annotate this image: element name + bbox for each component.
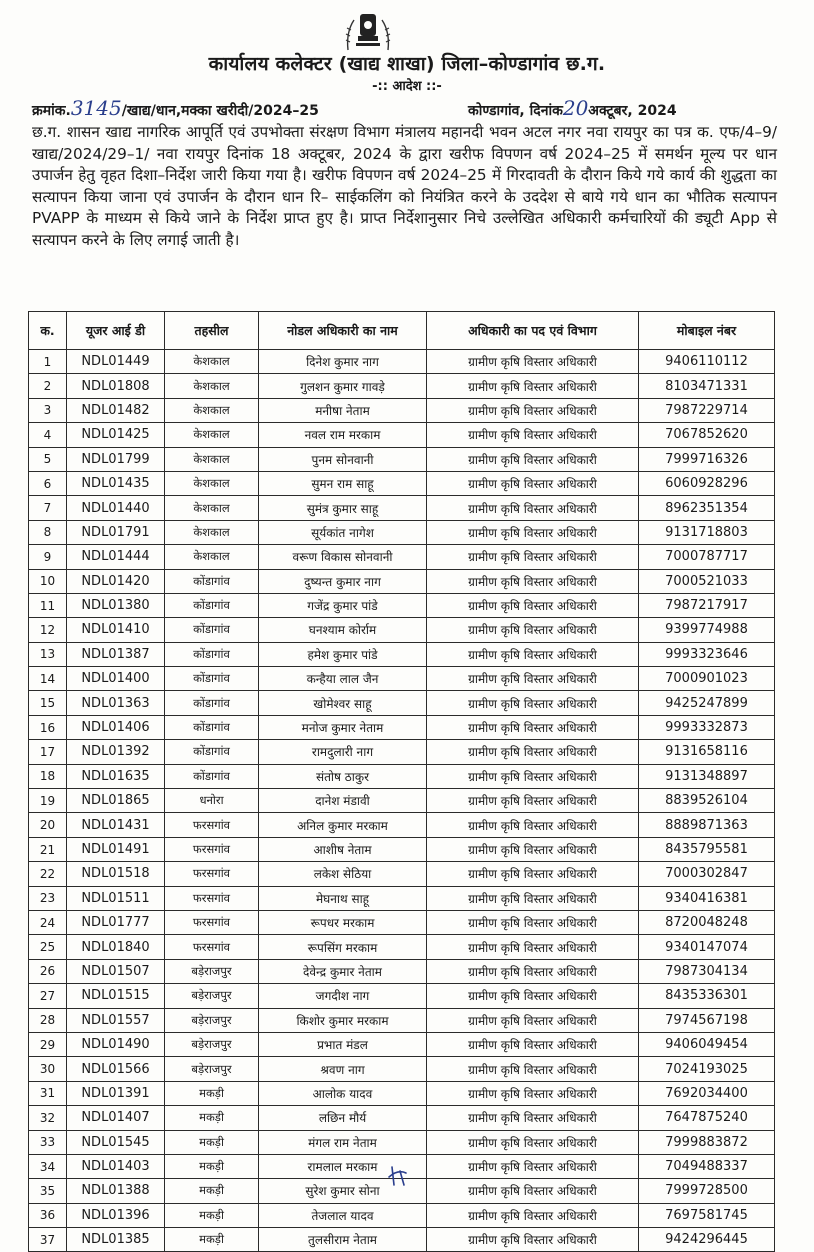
table-row: [29, 618, 775, 642]
officer-name-cell: खोमेश्वर साहू: [259, 691, 427, 715]
serial-cell: 30: [29, 1057, 67, 1081]
officer-name-cell: रामलाल मरकाम: [259, 1154, 427, 1178]
post-department-cell: ग्रामीण कृषि विस्तार अधिकारी: [427, 618, 639, 642]
table-row: [29, 862, 775, 886]
serial-cell: 19: [29, 789, 67, 813]
mobile-cell: 7647875240: [639, 1106, 775, 1130]
tehsil-cell: मकड़ी: [165, 1106, 259, 1130]
post-department-cell: ग्रामीण कृषि विस्तार अधिकारी: [427, 1106, 639, 1130]
post-department-cell: ग्रामीण कृषि विस्तार अधिकारी: [427, 837, 639, 861]
user-id-cell: NDL01391: [67, 1081, 165, 1105]
table-row: [29, 1106, 775, 1130]
tehsil-cell: मकड़ी: [165, 1203, 259, 1227]
officer-name-cell: हमेश कुमार पांडे: [259, 642, 427, 666]
table-row: [29, 520, 775, 544]
serial-cell: 27: [29, 984, 67, 1008]
officer-name-cell: प्रभात मंडल: [259, 1032, 427, 1056]
table-row: [29, 740, 775, 764]
state-emblem-icon: [342, 6, 394, 54]
post-department-cell: ग्रामीण कृषि विस्तार अधिकारी: [427, 1179, 639, 1203]
tehsil-cell: फरसगांव: [165, 837, 259, 861]
table-row: [29, 667, 775, 691]
mobile-cell: 7999883872: [639, 1130, 775, 1154]
post-department-cell: ग्रामीण कृषि विस्तार अधिकारी: [427, 959, 639, 983]
col-header-mobile: मोबाइल नंबर: [639, 312, 775, 350]
post-department-cell: ग्रामीण कृषि विस्तार अधिकारी: [427, 764, 639, 788]
table-row: [29, 593, 775, 617]
user-id-cell: NDL01515: [67, 984, 165, 1008]
office-title: कार्यालय कलेक्टर (खाद्य शाखा) जिला–कोण्डागांव छ.ग.: [208, 53, 606, 75]
handwritten-initial-icon: [384, 1163, 414, 1189]
officer-name-cell: गजेंद्र कुमार पांडे: [259, 593, 427, 617]
mobile-cell: 9424296445: [639, 1228, 775, 1252]
table-row: [29, 715, 775, 739]
tehsil-cell: कोंडागांव: [165, 642, 259, 666]
tehsil-cell: कोंडागांव: [165, 618, 259, 642]
mobile-cell: 9993332873: [639, 715, 775, 739]
mobile-cell: 7000787717: [639, 545, 775, 569]
col-header-post-department: अधिकारी का पद एवं विभाग: [427, 312, 639, 350]
officer-name-cell: लकेश सेठिया: [259, 862, 427, 886]
user-id-cell: NDL01444: [67, 545, 165, 569]
user-id-cell: NDL01791: [67, 520, 165, 544]
user-id-cell: NDL01518: [67, 862, 165, 886]
mobile-cell: 8435336301: [639, 984, 775, 1008]
tehsil-cell: बड़ेराजपुर: [165, 1057, 259, 1081]
serial-cell: 28: [29, 1008, 67, 1032]
serial-cell: 37: [29, 1228, 67, 1252]
tehsil-cell: बड़ेराजपुर: [165, 1008, 259, 1032]
tehsil-cell: केशकाल: [165, 520, 259, 544]
officer-name-cell: दिनेश कुमार नाग: [259, 350, 427, 374]
serial-cell: 25: [29, 935, 67, 959]
serial-cell: 3: [29, 398, 67, 422]
post-department-cell: ग्रामीण कृषि विस्तार अधिकारी: [427, 350, 639, 374]
col-header-tehsil: तहसील: [165, 312, 259, 350]
table-row: [29, 1057, 775, 1081]
user-id-cell: NDL01400: [67, 667, 165, 691]
post-department-cell: ग्रामीण कृषि विस्तार अधिकारी: [427, 423, 639, 447]
user-id-cell: NDL01431: [67, 813, 165, 837]
post-department-cell: ग्रामीण कृषि विस्तार अधिकारी: [427, 1228, 639, 1252]
table-row: [29, 350, 775, 374]
place-date-block: [468, 96, 677, 120]
table-row: [29, 1130, 775, 1154]
officer-name-cell: मेघनाथ साहू: [259, 886, 427, 910]
mobile-cell: 8720048248: [639, 910, 775, 934]
tehsil-cell: कोंडागांव: [165, 764, 259, 788]
table-row: [29, 569, 775, 593]
mobile-cell: 7067852620: [639, 423, 775, 447]
col-header-nodal-officer: नोडल अधिकारी का नाम: [259, 312, 427, 350]
officer-name-cell: नवल राम मरकाम: [259, 423, 427, 447]
officer-name-cell: रूपधर मरकाम: [259, 910, 427, 934]
user-id-cell: NDL01388: [67, 1179, 165, 1203]
order-heading: -:: आदेश ::-: [372, 79, 442, 94]
post-department-cell: ग्रामीण कृषि विस्तार अधिकारी: [427, 740, 639, 764]
mobile-cell: 9399774988: [639, 618, 775, 642]
mobile-cell: 8435795581: [639, 837, 775, 861]
mobile-cell: 7000901023: [639, 667, 775, 691]
mobile-cell: 9425247899: [639, 691, 775, 715]
mobile-cell: 7999728500: [639, 1179, 775, 1203]
user-id-cell: NDL01808: [67, 374, 165, 398]
serial-cell: 22: [29, 862, 67, 886]
date-month-year: अक्टूबर, 2024: [588, 103, 677, 119]
user-id-cell: NDL01425: [67, 423, 165, 447]
officer-name-cell: जगदीश नाग: [259, 984, 427, 1008]
table-row: [29, 1008, 775, 1032]
user-id-cell: NDL01363: [67, 691, 165, 715]
serial-cell: 10: [29, 569, 67, 593]
mobile-cell: 7987217917: [639, 593, 775, 617]
mobile-cell: 6060928296: [639, 471, 775, 495]
officer-name-cell: अनिल कुमार मरकाम: [259, 813, 427, 837]
serial-cell: 18: [29, 764, 67, 788]
post-department-cell: ग्रामीण कृषि विस्तार अधिकारी: [427, 1203, 639, 1227]
serial-cell: 31: [29, 1081, 67, 1105]
mobile-cell: 7049488337: [639, 1154, 775, 1178]
user-id-cell: NDL01435: [67, 471, 165, 495]
serial-cell: 8: [29, 520, 67, 544]
mobile-cell: 8103471331: [639, 374, 775, 398]
tehsil-cell: मकड़ी: [165, 1228, 259, 1252]
mobile-cell: 8962351354: [639, 496, 775, 520]
tehsil-cell: केशकाल: [165, 545, 259, 569]
serial-cell: 6: [29, 471, 67, 495]
officer-name-cell: तुलसीराम नेताम: [259, 1228, 427, 1252]
serial-cell: 32: [29, 1106, 67, 1130]
table-row: [29, 398, 775, 422]
user-id-cell: NDL01396: [67, 1203, 165, 1227]
tehsil-cell: फरसगांव: [165, 910, 259, 934]
officer-name-cell: रूपसिंग मरकाम: [259, 935, 427, 959]
order-body-text: छ.ग. शासन खाद्य नागरिक आपूर्ति एवं उपभोक्ता संरक्षण विभाग मंत्रालय महानदी भवन अटल नगर नवा रायपुर का पत्र क. एफ/4–9/खाद्य/2024/29–1/ नवा रायपुर दिनांक 18 अक्टूबर, 2024 के द्वारा खरीफ विपणन वर्ष 2024–25 में समर्थन मूल्य पर धान उपार्जन हेतु वृहत दिशा–निर्देश जारी किया गया है। खरीफ विपणन वर्ष 2024–25 में गिरदावती के दौरान किये गये कार्य की शुद्धता का सत्यापन किया जाना एवं उपार्जन के दौरान धान रि– साईकलिंग को नियंत्रित करने के उददेश से बाये गये धान का भौतिक सत्यापन PVAPP के माध्यम से किये जाने के निर्देश प्राप्त हुए है। प्राप्त निर्देशानुसार निचे उल्लेखित अधिकारी कर्मचारियों की ड्यूटी App से सत्यापन करने के लिए लगाई जाती है।: [32, 123, 777, 249]
tehsil-cell: फरसगांव: [165, 862, 259, 886]
tehsil-cell: फरसगांव: [165, 886, 259, 910]
table-header-row: [29, 312, 775, 350]
handwritten-date-day: 20: [562, 96, 589, 120]
table-row: [29, 984, 775, 1008]
user-id-cell: NDL01385: [67, 1228, 165, 1252]
serial-cell: 17: [29, 740, 67, 764]
officer-name-cell: श्रवण नाग: [259, 1057, 427, 1081]
order-number-block: [32, 96, 319, 120]
mobile-cell: 9340416381: [639, 886, 775, 910]
table-row: [29, 789, 775, 813]
post-department-cell: ग्रामीण कृषि विस्तार अधिकारी: [427, 691, 639, 715]
user-id-cell: NDL01511: [67, 886, 165, 910]
officer-name-cell: किशोर कुमार मरकाम: [259, 1008, 427, 1032]
post-department-cell: ग्रामीण कृषि विस्तार अधिकारी: [427, 496, 639, 520]
serial-cell: 15: [29, 691, 67, 715]
mobile-cell: 9340147074: [639, 935, 775, 959]
post-department-cell: ग्रामीण कृषि विस्तार अधिकारी: [427, 447, 639, 471]
user-id-cell: NDL01449: [67, 350, 165, 374]
mobile-cell: 7999716326: [639, 447, 775, 471]
serial-cell: 16: [29, 715, 67, 739]
post-department-cell: ग्रामीण कृषि विस्तार अधिकारी: [427, 1154, 639, 1178]
officer-name-cell: आलोक यादव: [259, 1081, 427, 1105]
officer-name-cell: लछिन मौर्य: [259, 1106, 427, 1130]
serial-cell: 1: [29, 350, 67, 374]
handwritten-order-number: 3145: [70, 96, 122, 120]
officer-name-cell: रामदुलारी नाग: [259, 740, 427, 764]
post-department-cell: ग्रामीण कृषि विस्तार अधिकारी: [427, 813, 639, 837]
table-row: [29, 545, 775, 569]
tehsil-cell: फरसगांव: [165, 813, 259, 837]
officer-name-cell: तेजलाल यादव: [259, 1203, 427, 1227]
mobile-cell: 9993323646: [639, 642, 775, 666]
officer-name-cell: दानेश मंडावी: [259, 789, 427, 813]
table-row: [29, 447, 775, 471]
tehsil-cell: मकड़ी: [165, 1154, 259, 1178]
mobile-cell: 7987229714: [639, 398, 775, 422]
user-id-cell: NDL01440: [67, 496, 165, 520]
post-department-cell: ग्रामीण कृषि विस्तार अधिकारी: [427, 374, 639, 398]
user-id-cell: NDL01482: [67, 398, 165, 422]
table-row: [29, 1228, 775, 1252]
col-header-user-id: यूजर आई डी: [67, 312, 165, 350]
user-id-cell: NDL01410: [67, 618, 165, 642]
serial-cell: 11: [29, 593, 67, 617]
officer-name-cell: मनीषा नेताम: [259, 398, 427, 422]
tehsil-cell: कोंडागांव: [165, 715, 259, 739]
serial-cell: 29: [29, 1032, 67, 1056]
user-id-cell: NDL01420: [67, 569, 165, 593]
user-id-cell: NDL01777: [67, 910, 165, 934]
user-id-cell: NDL01387: [67, 642, 165, 666]
post-department-cell: ग्रामीण कृषि विस्तार अधिकारी: [427, 1081, 639, 1105]
tehsil-cell: मकड़ी: [165, 1179, 259, 1203]
table-row: [29, 471, 775, 495]
post-department-cell: ग्रामीण कृषि विस्तार अधिकारी: [427, 593, 639, 617]
officer-name-cell: वरूण विकास सोनवानी: [259, 545, 427, 569]
mobile-cell: 9131718803: [639, 520, 775, 544]
officer-name-cell: घनश्याम कोर्राम: [259, 618, 427, 642]
post-department-cell: ग्रामीण कृषि विस्तार अधिकारी: [427, 886, 639, 910]
post-department-cell: ग्रामीण कृषि विस्तार अधिकारी: [427, 1130, 639, 1154]
officer-name-cell: सुमन राम साहू: [259, 471, 427, 495]
tehsil-cell: कोंडागांव: [165, 593, 259, 617]
table-row: [29, 691, 775, 715]
post-department-cell: ग्रामीण कृषि विस्तार अधिकारी: [427, 569, 639, 593]
post-department-cell: ग्रामीण कृषि विस्तार अधिकारी: [427, 984, 639, 1008]
tehsil-cell: केशकाल: [165, 423, 259, 447]
tehsil-cell: केशकाल: [165, 398, 259, 422]
serial-cell: 4: [29, 423, 67, 447]
post-department-cell: ग्रामीण कृषि विस्तार अधिकारी: [427, 789, 639, 813]
mobile-cell: 9406049454: [639, 1032, 775, 1056]
table-row: [29, 959, 775, 983]
mobile-cell: 7974567198: [639, 1008, 775, 1032]
officer-name-cell: दुष्यन्त कुमार नाग: [259, 569, 427, 593]
tehsil-cell: बड़ेराजपुर: [165, 959, 259, 983]
user-id-cell: NDL01406: [67, 715, 165, 739]
post-department-cell: ग्रामीण कृषि विस्तार अधिकारी: [427, 520, 639, 544]
tehsil-cell: कोंडागांव: [165, 740, 259, 764]
post-department-cell: ग्रामीण कृषि विस्तार अधिकारी: [427, 935, 639, 959]
serial-cell: 13: [29, 642, 67, 666]
officer-name-cell: मंगल राम नेताम: [259, 1130, 427, 1154]
post-department-cell: ग्रामीण कृषि विस्तार अधिकारी: [427, 1057, 639, 1081]
table-row: [29, 910, 775, 934]
serial-cell: 21: [29, 837, 67, 861]
serial-cell: 14: [29, 667, 67, 691]
tehsil-cell: कोंडागांव: [165, 667, 259, 691]
post-department-cell: ग्रामीण कृषि विस्तार अधिकारी: [427, 545, 639, 569]
serial-cell: 35: [29, 1179, 67, 1203]
tehsil-cell: फरसगांव: [165, 935, 259, 959]
officer-name-cell: सुमंत्र कुमार साहू: [259, 496, 427, 520]
user-id-cell: NDL01407: [67, 1106, 165, 1130]
post-department-cell: ग्रामीण कृषि विस्तार अधिकारी: [427, 471, 639, 495]
mobile-cell: 8839526104: [639, 789, 775, 813]
tehsil-cell: केशकाल: [165, 350, 259, 374]
user-id-cell: NDL01507: [67, 959, 165, 983]
serial-cell: 34: [29, 1154, 67, 1178]
user-id-cell: NDL01865: [67, 789, 165, 813]
user-id-cell: NDL01392: [67, 740, 165, 764]
tehsil-cell: केशकाल: [165, 496, 259, 520]
post-department-cell: ग्रामीण कृषि विस्तार अधिकारी: [427, 910, 639, 934]
mobile-cell: 7000302847: [639, 862, 775, 886]
post-department-cell: ग्रामीण कृषि विस्तार अधिकारी: [427, 862, 639, 886]
officer-name-cell: देवेन्द्र कुमार नेताम: [259, 959, 427, 983]
table-row: [29, 837, 775, 861]
serial-cell: 24: [29, 910, 67, 934]
user-id-cell: NDL01545: [67, 1130, 165, 1154]
officer-name-cell: कन्हैया लाल जैन: [259, 667, 427, 691]
mobile-cell: 9406110112: [639, 350, 775, 374]
serial-cell: 7: [29, 496, 67, 520]
order-number-label: क्रमांक.: [32, 103, 71, 119]
officer-name-cell: आशीष नेताम: [259, 837, 427, 861]
post-department-cell: ग्रामीण कृषि विस्तार अधिकारी: [427, 398, 639, 422]
user-id-cell: NDL01799: [67, 447, 165, 471]
user-id-cell: NDL01566: [67, 1057, 165, 1081]
user-id-cell: NDL01491: [67, 837, 165, 861]
officer-name-cell: सुरेश कुमार सोना: [259, 1179, 427, 1203]
officer-name-cell: संतोष ठाकुर: [259, 764, 427, 788]
mobile-cell: 9131658116: [639, 740, 775, 764]
table-row: [29, 935, 775, 959]
table-row: [29, 423, 775, 447]
table-body: [29, 350, 775, 1252]
post-department-cell: ग्रामीण कृषि विस्तार अधिकारी: [427, 1032, 639, 1056]
table-row: [29, 1032, 775, 1056]
tehsil-cell: कोंडागांव: [165, 569, 259, 593]
mobile-cell: 7024193025: [639, 1057, 775, 1081]
tehsil-cell: मकड़ी: [165, 1130, 259, 1154]
table-row: [29, 813, 775, 837]
serial-cell: 9: [29, 545, 67, 569]
order-subject: /खाद्य/धान,मक्का खरीदी/2024–25: [121, 103, 319, 119]
tehsil-cell: धनोरा: [165, 789, 259, 813]
post-department-cell: ग्रामीण कृषि विस्तार अधिकारी: [427, 667, 639, 691]
table-row: [29, 374, 775, 398]
mobile-cell: 7000521033: [639, 569, 775, 593]
user-id-cell: NDL01403: [67, 1154, 165, 1178]
table-row: [29, 1081, 775, 1105]
col-header-serial: क.: [29, 312, 67, 350]
tehsil-cell: केशकाल: [165, 374, 259, 398]
officer-name-cell: गुलशन कुमार गावड़े: [259, 374, 427, 398]
serial-cell: 5: [29, 447, 67, 471]
user-id-cell: NDL01490: [67, 1032, 165, 1056]
serial-cell: 23: [29, 886, 67, 910]
table-row: [29, 886, 775, 910]
user-id-cell: NDL01557: [67, 1008, 165, 1032]
tehsil-cell: कोंडागांव: [165, 691, 259, 715]
table-row: [29, 496, 775, 520]
table-row: [29, 764, 775, 788]
tehsil-cell: बड़ेराजपुर: [165, 1032, 259, 1056]
officer-name-cell: मनोज कुमार नेताम: [259, 715, 427, 739]
table-row: [29, 1203, 775, 1227]
tehsil-cell: मकड़ी: [165, 1081, 259, 1105]
tehsil-cell: केशकाल: [165, 447, 259, 471]
serial-cell: 33: [29, 1130, 67, 1154]
mobile-cell: 7697581745: [639, 1203, 775, 1227]
serial-cell: 36: [29, 1203, 67, 1227]
mobile-cell: 9131348897: [639, 764, 775, 788]
table-row: [29, 642, 775, 666]
post-department-cell: ग्रामीण कृषि विस्तार अधिकारी: [427, 1008, 639, 1032]
place-date-prefix: कोण्डागांव, दिनांक: [468, 103, 563, 119]
mobile-cell: 7692034400: [639, 1081, 775, 1105]
serial-cell: 2: [29, 374, 67, 398]
user-id-cell: NDL01380: [67, 593, 165, 617]
user-id-cell: NDL01840: [67, 935, 165, 959]
serial-cell: 26: [29, 959, 67, 983]
tehsil-cell: केशकाल: [165, 471, 259, 495]
mobile-cell: 8889871363: [639, 813, 775, 837]
mobile-cell: 7987304134: [639, 959, 775, 983]
serial-cell: 20: [29, 813, 67, 837]
serial-cell: 12: [29, 618, 67, 642]
officer-duty-table: [28, 311, 775, 1252]
post-department-cell: ग्रामीण कृषि विस्तार अधिकारी: [427, 715, 639, 739]
post-department-cell: ग्रामीण कृषि विस्तार अधिकारी: [427, 642, 639, 666]
tehsil-cell: बड़ेराजपुर: [165, 984, 259, 1008]
officer-name-cell: पुनम सोनवानी: [259, 447, 427, 471]
officer-name-cell: सूर्यकांत नागेश: [259, 520, 427, 544]
user-id-cell: NDL01635: [67, 764, 165, 788]
